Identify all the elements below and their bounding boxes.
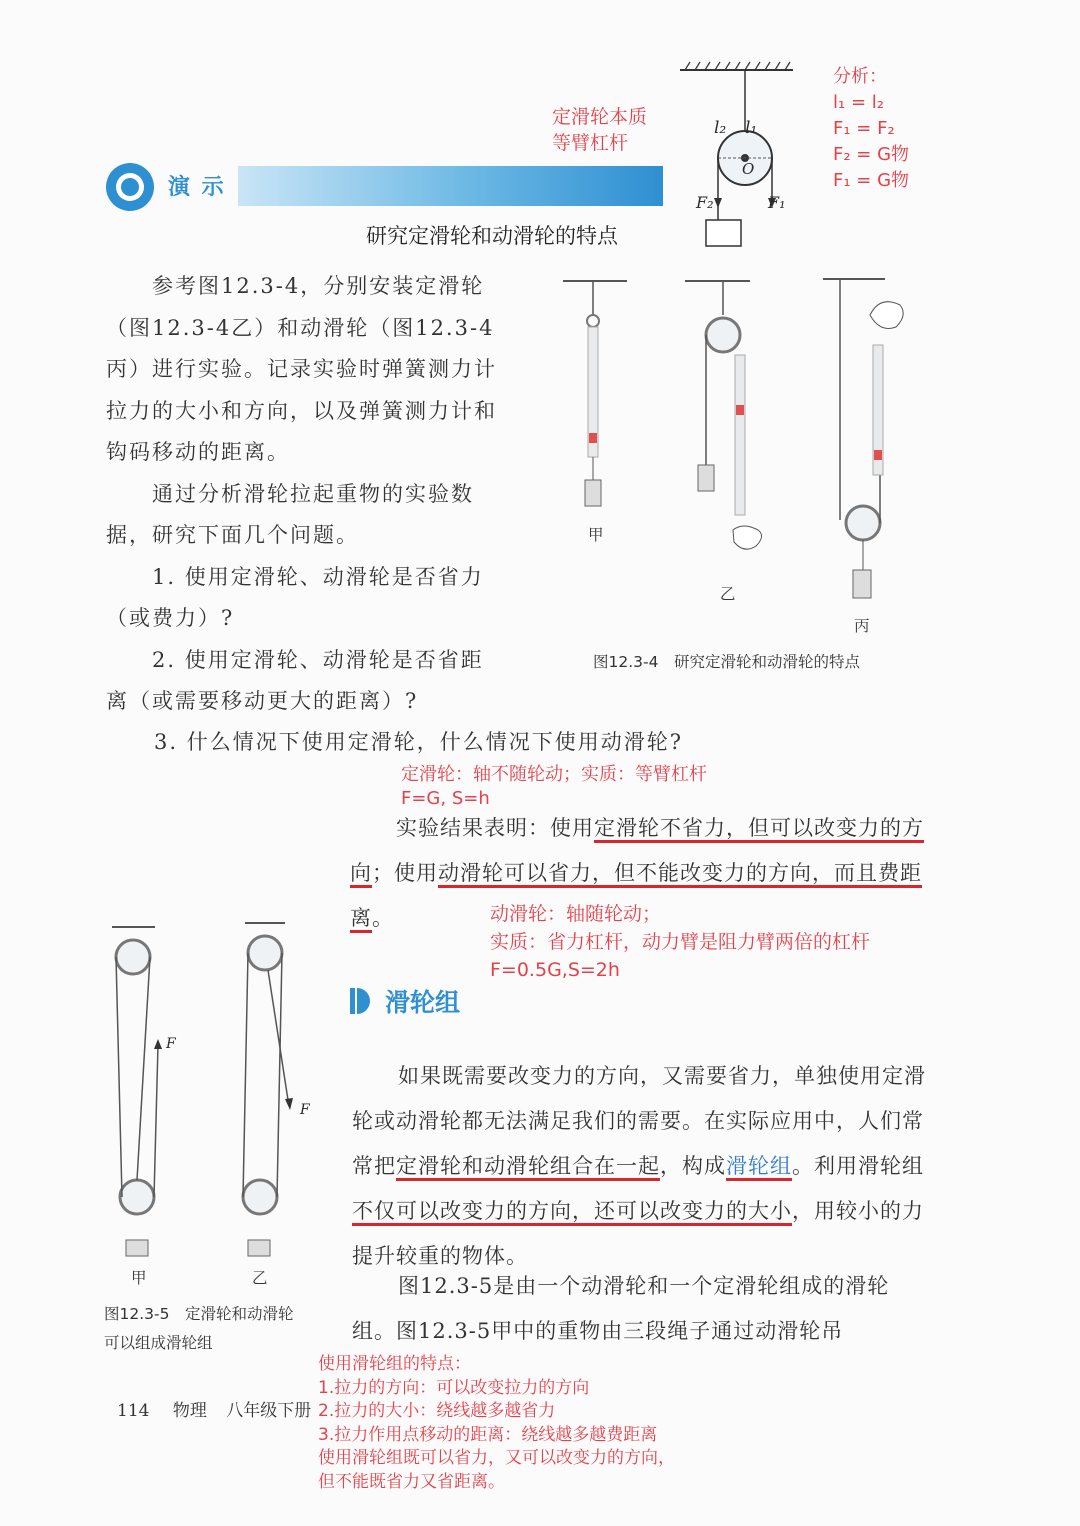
term-pulley-group: 滑轮组	[726, 1154, 792, 1181]
underline-benefit: 不仅可以改变力的方向，还可以改变力的大小	[352, 1199, 792, 1226]
label-l2: l₂	[714, 118, 727, 138]
figure-12-3-5	[100, 915, 330, 1260]
fixed-pulley-summary-note: 定滑轮：轴不随轮动；实质：等臂杠杆 F=G, S=h	[401, 764, 707, 809]
paragraph-2: 通过分析滑轮拉起重物的实验数据，研究下面几个问题。	[106, 481, 474, 547]
label-l1: l₁	[745, 118, 758, 138]
question-1: 1. 使用定滑轮、动滑轮是否省力（或费力）?	[106, 564, 484, 630]
page-footer	[117, 1396, 311, 1421]
pulley-group-paragraph: 如果既需要改变力的方向，又需要省力，单独使用定滑轮或动滑轮都无法满足我们的需要。在实际应用中，人们常常把定滑轮和动滑轮组合在一起，构成滑轮组。利用滑轮组不仅可以改变力的方向，还可以改变力的大小，用较小的力提升较重的物体。	[352, 1064, 926, 1268]
question-2: 2. 使用定滑轮、动滑轮是否省距离（或需要移动更大的距离）?	[106, 647, 484, 713]
paragraph-1: 参考图12.3-4，分别安装定滑轮（图12.3-4乙）和动滑轮（图12.3-4丙）进行实验。记录实验时弹簧测力计拉力的大小和方向，以及弹簧测力计和钩码移动的距离。	[106, 274, 497, 464]
fig4-label-bing: 丙	[854, 617, 870, 635]
label-f1: F₁	[768, 193, 786, 212]
demo-title: 研究定滑轮和动滑轮的特点	[366, 224, 618, 248]
pulley-group-note: 使用滑轮组的特点： 1.拉力的方向：可以改变拉力的方向 2.拉力的大小：绕线越多越省力 3.拉力作用点移动的距离：绕线越多越费距离 使用滑轮组既可以省力，又可以改变力的方向， 但不能既省力又省距离。	[318, 1354, 675, 1492]
result-paragraph: 实验结果表明：使用定滑轮不省力，但可以改变力的方向；使用动滑轮可以省力，但不能改变力的方向，而且费距离。	[350, 806, 925, 941]
underline-movable: 动滑轮可以省力，但不能改变力的方向，而且费距离	[350, 861, 922, 933]
section-title: 滑轮组	[385, 988, 461, 1017]
underline-fixed: 定滑轮不省力，但可以改变力的方向	[350, 816, 924, 888]
analysis-note: 分析： l₁ = l₂ F₁ = F₂ F₂ = G物 F₁ = G物	[833, 66, 910, 191]
demo-icon	[106, 163, 154, 211]
page-number: 114	[117, 1401, 150, 1421]
movable-pulley-note: 动滑轮：轴随轮动； 实质：省力杠杆，动力臂是阻力臂两倍的杠杆 F=0.5G,S=2h	[490, 903, 871, 981]
label-f2: F₂	[696, 193, 714, 212]
fig5-label-jia: 甲	[131, 1269, 147, 1287]
footer-subject: 物理	[172, 1401, 207, 1421]
fig5-label-yi: 乙	[252, 1269, 268, 1287]
fig4-caption: 图12.3-4 研究定滑轮和动滑轮的特点	[593, 653, 860, 671]
fig4-label-yi: 乙	[720, 585, 736, 603]
demo-banner	[238, 166, 663, 206]
fig5-force-jia: F	[166, 1036, 176, 1052]
pulley-group-paragraph-2: 图12.3-5是由一个动滑轮和一个定滑轮组成的滑轮组。图12.3-5甲中的重物由三段绳子通过动滑轮吊	[352, 1274, 890, 1343]
fig5-force-yi: F	[300, 1102, 310, 1118]
question-3: 3. 什么情况下使用定滑轮，什么情况下使用动滑轮?	[154, 730, 683, 754]
underline-combine: 定滑轮和动滑轮组合在一起	[396, 1154, 660, 1181]
fig5-caption: 图12.3-5 定滑轮和动滑轮 可以组成滑轮组	[104, 1305, 294, 1352]
footer-grade: 八年级下册	[226, 1401, 312, 1421]
section-icon	[350, 988, 370, 1014]
figure-12-3-4	[555, 275, 925, 635]
fixed-pulley-note: 定滑轮本质 等臂杠杆	[552, 106, 648, 154]
fixed-pulley-lever-diagram	[675, 58, 800, 253]
demo-instructions	[106, 266, 504, 723]
fig4-label-jia: 甲	[588, 526, 604, 544]
label-o: O	[742, 160, 755, 178]
demo-label: 演 示	[168, 175, 226, 200]
